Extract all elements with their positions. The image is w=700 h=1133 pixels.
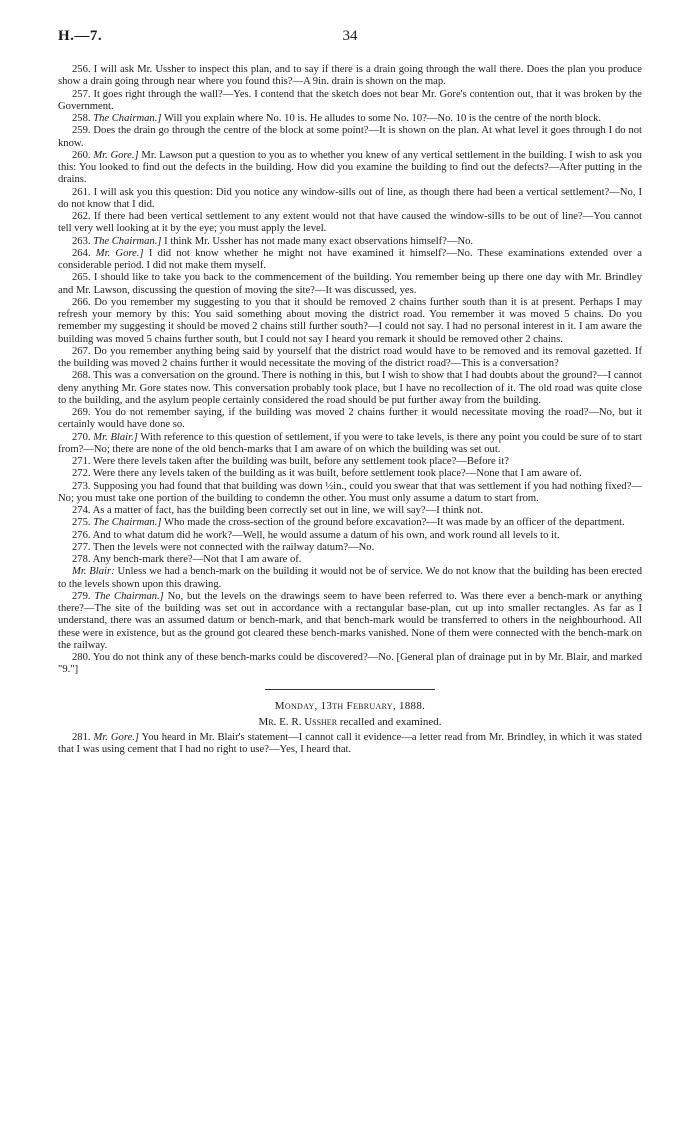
question-text: 277. Then the levels were not connected with the railway datum?—No.: [72, 541, 375, 553]
question-text: Will you explain where No. 10 is. He alludes to some No. 10?—No. 10 is the centre of the north block.: [163, 113, 602, 124]
speaker-label: Mr. Gore.]: [95, 247, 144, 259]
question-paragraph: [58, 591, 642, 652]
question-paragraph: [58, 150, 642, 187]
question-paragraph: [58, 236, 642, 248]
speaker-label: The Chairman.]: [93, 113, 162, 124]
question-paragraph: [58, 248, 642, 273]
question-paragraph: [58, 481, 642, 506]
question-paragraph: [58, 517, 642, 529]
question-paragraph: [58, 505, 642, 517]
question-text: 268. This was a conversation on the ground. There is nothing in this, but I wish to show that I had doubts about the ground?—I cannot deny anything Mr. Gore states now. This conversation probably took place, but I have no recollection of it. The old road was quite close to the building, and the asylum people certainly considered the road should be put further away from the building.: [58, 370, 642, 406]
question-paragraph: [58, 566, 642, 591]
question-paragraph: [58, 554, 642, 566]
question-text: 266. Do you remember my suggesting to you that it should be removed 2 chains further south than it is at present. Perhaps I may refresh your memory by this: You said something about moving the district road. You remember it was moved 5 chains. Do you remember my suggesting it should be moved 2 chains still further south?—I could not say. I had no personal interest in it. I am aware the building was moved 5 chains further south, but I could not say I heard you remark it should be removed other 2 chains.: [58, 296, 642, 345]
speaker-label: Mr. Blair.]: [93, 431, 138, 443]
section-divider: [265, 689, 435, 690]
question-text: 269. You do not remember saying, if the building was moved 2 chains further it would necessitate moving the road?—No, but it certainly would have done so.: [58, 407, 642, 431]
question-paragraph: [58, 432, 642, 457]
question-paragraph: [58, 346, 642, 371]
question-paragraph: [58, 187, 642, 212]
question-number: 260.: [72, 149, 91, 161]
speaker-label: Mr. Blair:: [72, 566, 115, 578]
question-text: 280. You do not think any of these bench-marks could be discovered?—No. [General plan of drainage put in by Mr. Blair, and marked "9."]: [58, 652, 642, 676]
evidence-body: [58, 64, 642, 677]
question-text: With reference to this question of settlement, if you were to take levels, is there any point you could be sure of to start from?—No; there are none of the old bench-marks that I am aware of on which the building was set out.: [58, 431, 642, 455]
question-paragraph: [58, 468, 642, 480]
question-number: 275.: [72, 517, 91, 529]
question-text: 265. I should like to take you back to the commencement of the building. You remember being up there one day with Mr. Brindley and Mr. Lawson, discussing the question of moving the site?—It was discussed, yes.: [58, 272, 642, 296]
question-paragraph: [58, 652, 642, 677]
question-text: I did not know whether he might not have examined it himself?—No. These examinations extended over a considerable period. I did not make them myself.: [58, 247, 642, 271]
session-date: Monday, 13th February, 1888.: [274, 699, 426, 712]
question-paragraph: [58, 89, 642, 114]
question-text: 257. It goes right through the wall?—Yes. I contend that the sketch does not bear Mr. Gore's contention out, that it was broken by the Government.: [58, 88, 642, 112]
question-text: 278. Any bench-mark there?—Not that I am aware of.: [72, 554, 302, 565]
speaker-label: The Chairman.]: [94, 590, 164, 602]
question-paragraph: [58, 211, 642, 236]
question-number: 263.: [72, 235, 91, 247]
question-text: 274. As a matter of fact, has the building been correctly set out in line, we will say?—I think not.: [72, 505, 483, 516]
question-paragraph: [58, 407, 642, 432]
question-text: 276. And to what datum did he work?—Well, he would assume a datum of his own, and work round all levels to it.: [72, 529, 560, 541]
speaker-label: The Chairman.]: [93, 235, 162, 247]
page-header: [58, 28, 642, 54]
question-text: 262. If there had been vertical settlement to any extent would not that have caused the window-sills to be out of line?—You cannot tell very well looking at it by the eye; you must apply the level.: [58, 211, 642, 235]
question-number: 258.: [72, 113, 91, 124]
question-paragraph: [58, 542, 642, 554]
question-number: 270.: [72, 431, 91, 443]
question-paragraph: [58, 530, 642, 542]
page-number: 34: [342, 28, 358, 44]
question-number: 281.: [72, 731, 91, 743]
question-paragraph: [58, 297, 642, 346]
question-text: 259. Does the drain go through the centre of the block at some point?—It is shown on the plan. At what level it goes through I do not know.: [58, 125, 642, 149]
question-text: No, but the levels on the drawings seem to have been referred to. Was there ever a bench-mark or anything there?—The site of the building was set out in accordance with a rectangular base-plan, cut up into smaller rectangles. As far as I understand, there was an assumed datum or bench-mark, and that bench-mark would be transferred to others in the neighbourhood. All these were in existence, but as the ground got cleared these bench-marks vanished. None of them were connected with the bench-mark on the railway.: [58, 590, 642, 651]
question-text: Who made the cross-section of the ground before excavation?—It was made by an officer of the department.: [163, 517, 625, 529]
witness-heading: [58, 716, 642, 728]
question-paragraph: [58, 113, 642, 125]
question-paragraph: [58, 125, 642, 150]
question-text: 272. Were there any levels taken of the building as it was built, before settlement took place?—None that I am aware of.: [72, 468, 582, 480]
final-evidence: [58, 732, 642, 757]
question-number: 279.: [72, 590, 91, 602]
question-text: You heard in Mr. Blair's statement—I cannot call it evidence—a letter read from Mr. Brindley, in which it was stated that I was using cement that I had no right to use?—Yes, I heard that.: [58, 731, 642, 755]
question-paragraph: [58, 370, 642, 407]
question-text: Unless we had a bench-mark on the building it would not be of service. We do not know that the building has been erected to the levels shown upon this drawing.: [58, 566, 642, 590]
question-number: 264.: [72, 247, 91, 259]
speaker-label: The Chairman.]: [93, 517, 162, 529]
question-text: 256. I will ask Mr. Ussher to inspect this plan, and to say if there is a drain going through the wall there. Does the plan you produce show a drain going through near where you found this?—A 9in. drain is shown on the map.: [58, 64, 642, 88]
paper-reference: H.—7.: [58, 28, 103, 44]
question-paragraph: [58, 64, 642, 89]
question-text: 261. I will ask you this question: Did you notice any window-sills out of line, as though there had been a vertical settlement?—No, I do not know that I did.: [58, 186, 642, 210]
speaker-label: Mr. Gore.]: [93, 731, 140, 743]
speaker-label: Mr. Gore.]: [93, 149, 139, 161]
question-text: 267. Do you remember anything being said by yourself that the district road would have to be removed and its removal gazetted. If the building was moved 2 chains further it would necessitate the moving of the district road?—This is a conversation?: [58, 345, 642, 369]
question-paragraph: [58, 272, 642, 297]
witness-name: Mr. E. R. Ussher: [258, 715, 338, 728]
question-text: Mr. Lawson put a question to you as to whether you knew of any vertical settlement in the building. I wish to ask you this: You looked to find out the defects in the building. How did you examine the building to find out the defects?—After putting in the drains.: [58, 149, 642, 186]
question-text: 273. Supposing you had found that that building was down ½in., could you swear that that was settlement if you had nothing fixed?—No; you must take one portion of the building to condemn the other. You must only assume a datum to start from.: [58, 480, 642, 504]
witness-status: recalled and examined.: [339, 715, 442, 728]
question-text: I think Mr. Ussher has not made many exact observations himself?—No.: [164, 235, 474, 247]
question-paragraph: [58, 456, 642, 468]
question-text: 271. Were there levels taken after the building was built, before any settlement took place?—Before it?: [72, 456, 509, 467]
question-paragraph: [58, 732, 642, 757]
